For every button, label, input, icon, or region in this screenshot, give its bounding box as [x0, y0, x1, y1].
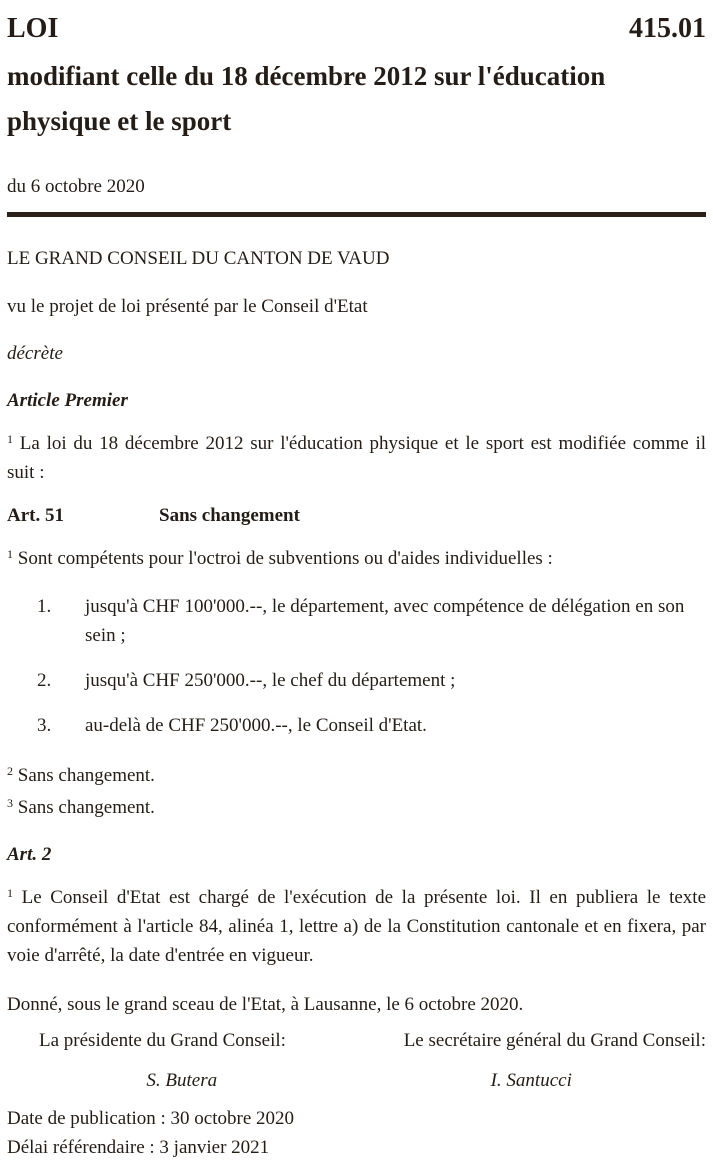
document-header [7, 12, 706, 46]
document-number: 415.01 [629, 13, 706, 44]
art2-paragraph [7, 883, 706, 970]
art51-paragraph-2 [7, 761, 706, 790]
publication-date-line: Date de publication : 30 octobre 2020 [7, 1108, 295, 1129]
list-item [7, 592, 706, 650]
list-item-number: 1. [37, 596, 52, 617]
footnote-marker-2: 2 [7, 764, 13, 778]
art51-paragraph-2-text: Sans changement. [17, 765, 155, 786]
article-premier-paragraph [7, 429, 706, 487]
footnote-marker-1: 1 [7, 432, 13, 446]
footnote-marker-1: 1 [7, 547, 13, 561]
art51-note: Sans changement [159, 505, 300, 526]
header-divider [7, 212, 706, 217]
closing-given-line: Donné, sous le grand sceau de l'Etat, à Lausanne, le 6 octobre 2020. [7, 994, 524, 1015]
art2-heading: Art. 2 [7, 844, 52, 865]
enactment-date: du 6 octobre 2020 [7, 176, 145, 197]
art2-paragraph-text: Le Conseil d'Etat est chargé de l'exécution de la présente loi. Il en publiera le texte conformément à l'article 84, alinéa 1, lettre a) de la Constitution cantonale et en fixera, par voie d'arrêté, la date d'entrée en vigueur. [7, 887, 706, 966]
secretary-title: Le secrétaire général du Grand Conseil: [403, 1030, 706, 1051]
art51-paragraph-1 [7, 544, 706, 573]
article-premier-text: La loi du 18 décembre 2012 sur l'éducation physique et le sport est modifiée comme il suit : [7, 433, 706, 483]
competence-list [7, 592, 706, 740]
referendum-deadline-line: Délai référendaire : 3 janvier 2021 [7, 1137, 270, 1158]
art51-heading [7, 501, 706, 530]
council-line: LE GRAND CONSEIL DU CANTON DE VAUD [7, 248, 390, 269]
decree-word: décrète [7, 343, 63, 364]
footnote-marker-3: 3 [7, 796, 13, 810]
document-type-label: LOI [7, 13, 59, 44]
list-item-text: jusqu'à CHF 250'000.--, le chef du département ; [85, 670, 456, 691]
list-item-number: 2. [37, 670, 52, 691]
list-item-number: 3. [37, 715, 52, 736]
art51-paragraph-3-text: Sans changement. [17, 797, 155, 818]
list-item [7, 711, 706, 740]
list-item-text: au-delà de CHF 250'000.--, le Conseil d'Etat. [85, 715, 427, 736]
preamble-line: vu le projet de loi présenté par le Conseil d'Etat [7, 296, 368, 317]
president-signature: S. Butera [146, 1070, 218, 1091]
footnote-marker-1: 1 [7, 886, 13, 900]
list-item-text: jusqu'à CHF 100'000.--, le département, avec compétence de délégation en son sein ; [85, 596, 685, 646]
signature-titles-row [7, 1026, 706, 1055]
art51-paragraph-3 [7, 793, 706, 822]
signature-names-row [7, 1066, 706, 1095]
document-title: modifiant celle du 18 décembre 2012 sur l'éducation physique et le sport [7, 61, 606, 136]
secretary-signature: I. Santucci [490, 1070, 572, 1091]
art51-paragraph-1-text: Sont compétents pour l'octroi de subventions ou d'aides individuelles : [17, 548, 553, 569]
president-title: La présidente du Grand Conseil: [39, 1030, 286, 1051]
art51-label: Art. 51 [7, 505, 64, 526]
list-item [7, 666, 706, 695]
article-premier-heading: Article Premier [7, 390, 128, 411]
